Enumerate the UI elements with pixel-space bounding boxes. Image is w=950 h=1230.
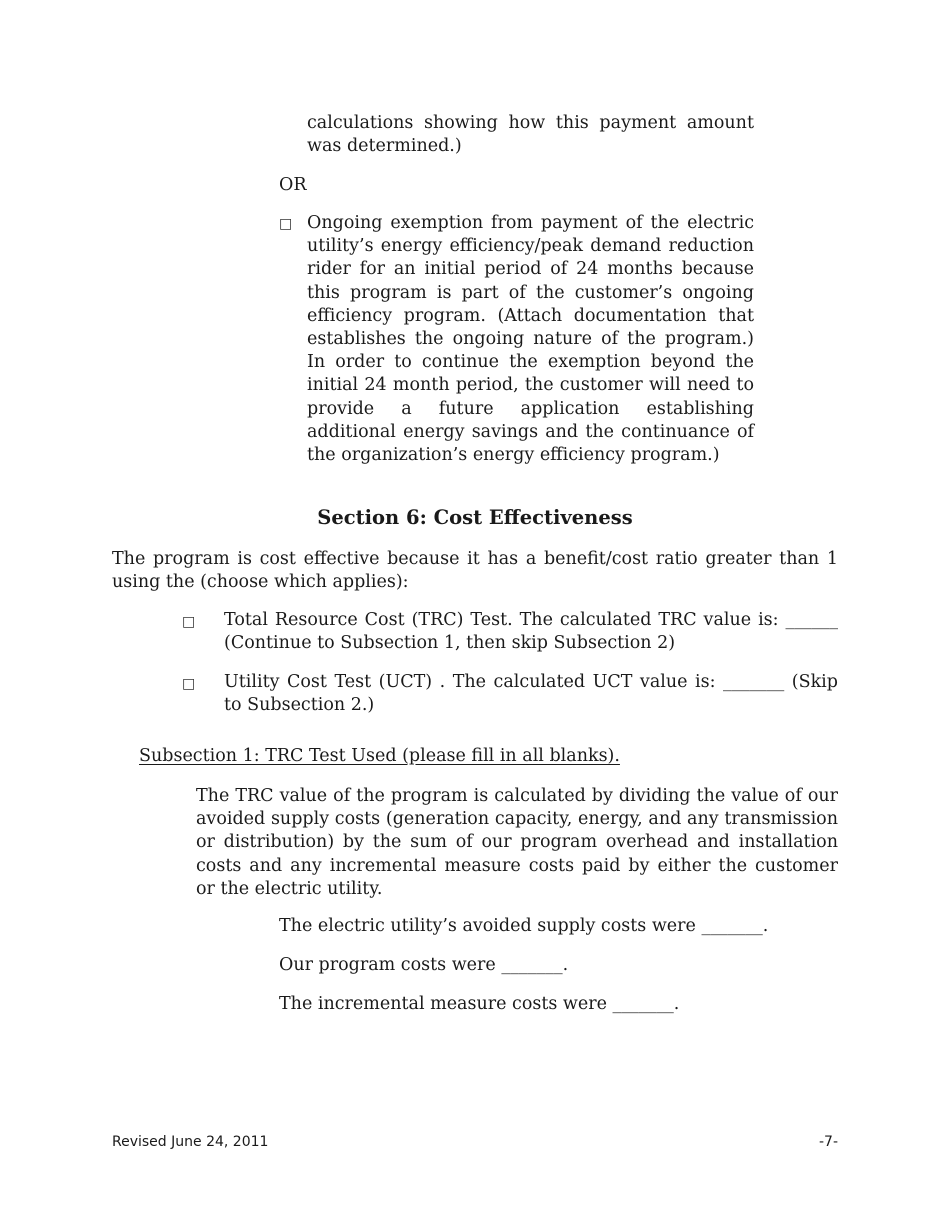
section-heading: Section 6: Cost Effectiveness [317,506,633,529]
avoided-supply-costs-field: The electric utility’s avoided supply costs were _______. [279,916,769,936]
uct-test-checkbox[interactable]: □ [182,676,196,692]
continuation-text: calculations showing how this payment amount was determined.) [307,113,754,157]
section-intro: The program is cost effective because it has a benefit/cost ratio greater than 1 using the (choose which applies): [112,549,838,593]
program-costs-field: Our program costs were _______. [279,955,569,975]
or-separator: OR [279,175,307,195]
trc-test-checkbox[interactable]: □ [182,614,196,630]
uct-test-option-text: Utility Cost Test (UCT) . The calculated UCT value is: _______ (Skip to Subsection 2.) [224,672,838,716]
trc-test-option-text: Total Resource Cost (TRC) Test. The calculated TRC value is: ______ (Continue to Subsection 1, then skip Subsection 2) [224,610,838,654]
page-number: -7- [818,1134,838,1150]
ongoing-exemption-option-text: Ongoing exemption from payment of the electric utility’s energy efficiency/peak demand reduction rider for an initial period of 24 months because this program is part of the customer’s ongoing efficiency program. (Attach documentation that establishes the ongoing nature of the program.) In order to continue the exemption beyond the initial 24 month period, the customer will need to provide a future application establishing additional energy savings and the continuance of the organization’s energy efficiency program.) [307,213,754,466]
subsection-title: Subsection 1: TRC Test Used (please fill in all blanks). [139,746,620,766]
subsection-description: The TRC value of the program is calculated by dividing the value of our avoided supply costs (generation capacity, energy, and any transmission or distribution) by the sum of our program overhead and installation costs and any incremental measure costs paid by either the customer or the electric utility. [196,786,838,899]
revision-date: Revised June 24, 2011 [112,1134,269,1150]
incremental-measure-costs-field: The incremental measure costs were _______. [279,994,680,1014]
ongoing-exemption-checkbox[interactable]: □ [279,216,293,232]
